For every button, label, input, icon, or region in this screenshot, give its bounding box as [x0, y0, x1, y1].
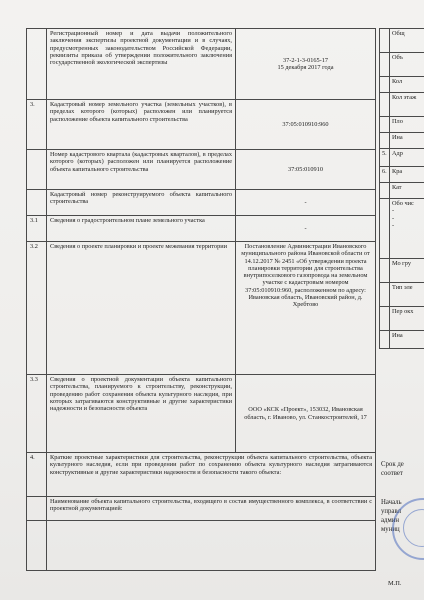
permit-table: [26, 28, 376, 571]
table-row: [27, 497, 376, 521]
row-number: 4.: [27, 453, 47, 497]
table-row: [27, 100, 376, 150]
row-label: Сведения о проектной документации объекта капитального строительства, планируемого к строительству, реконструкции, проведению работ сохранения объекта культурного наследия, при которых затрагиваются конструктивные и другие характеристики надежности и безопасности объекта: [47, 375, 236, 453]
row-label: Регистрационный номер и дата выдачи положительного заключения экспертизы проектной документации и в случаях, предусмотренных законодательством Российской Федерации, реквизиты приказа об утверждении положительного заключения государственной экологической экспертизы: [47, 29, 236, 100]
side-cell: Ина: [390, 331, 424, 349]
side-cell: Мо гру: [390, 259, 424, 283]
side-cell: Кат: [390, 183, 424, 199]
side-number: 5.: [380, 149, 390, 167]
side-number: 6.: [380, 167, 390, 183]
object-name-text: Наименование объекта капитального строительства, входящего в состав имущественного комплекса, в соответствии с проектной документацией:: [47, 497, 376, 521]
side-cell: Общ: [390, 29, 424, 53]
planning-project-value: Постановление Администрации Ивановского муниципального района Ивановской области от 14.12.2017 № 2451 «Об утверждении проекта планировки территории для строительства внутрипоселкового газопровода на земельном участке с кадастровым номером 37:05:010910:960, расположенном по адресу: Ивановская область, Ивановский район, д. Хребтово: [236, 242, 376, 375]
signatory-text-fragment: Началь управл админ муниц: [381, 499, 402, 533]
project-documentation-value: ООО «КСК «Проект», 153032, Ивановская область, г. Иваново, ул. Станкостроителей, 17: [236, 375, 376, 453]
row-number: 3.: [27, 100, 47, 150]
row-number: [27, 521, 47, 571]
table-row: [27, 190, 376, 216]
reconstructed-object-value: -: [236, 190, 376, 216]
side-cell: Пер окх: [390, 307, 424, 331]
side-cell: Адр: [390, 149, 424, 167]
table-row: [27, 216, 376, 242]
registration-number-value: [236, 29, 376, 100]
side-row: [380, 167, 424, 183]
table-row: [27, 375, 376, 453]
row-number: [27, 190, 47, 216]
side-row: [380, 183, 424, 199]
next-page-table-edge: [379, 28, 424, 349]
side-row: [380, 53, 424, 77]
table-row: [27, 29, 376, 100]
side-row: [380, 307, 424, 331]
row-label: Сведения о проекте планировки и проекте межевания территории: [47, 242, 236, 375]
side-row: [380, 29, 424, 53]
row-label: Сведения о градостроительном плане земельного участка: [47, 216, 236, 242]
side-row: [380, 77, 424, 93]
deadline-text-fragment: Срок де соответ: [381, 461, 404, 477]
side-row: [380, 331, 424, 349]
side-row: [380, 259, 424, 283]
row-number: [27, 150, 47, 190]
side-row: [380, 283, 424, 307]
side-cell: Кра: [390, 167, 424, 183]
table-row: [27, 242, 376, 375]
cadastral-number-value: 37:05:010910:960: [236, 100, 376, 150]
project-characteristics-text: Краткие проектные характеристики для строительства, реконструкции объекта капитального строительства, объекта культурного наследия, если при проведении работ по сохранению объекта культурного наследия затрагиваются конструктивные и другие характеристики надежности и безопасности такого объекта:: [47, 453, 376, 497]
side-cell: Пло: [390, 117, 424, 133]
side-cell: Кол этаж: [390, 93, 424, 117]
side-row: [380, 149, 424, 167]
seal-place-label: М.П.: [388, 580, 402, 587]
side-cell: Объ: [390, 53, 424, 77]
table-row: [27, 453, 376, 497]
row-label: Номер кадастрового квартала (кадастровых кварталов), в пределах которого (которых) расположен или планируется расположение объекта капитального строительства: [47, 150, 236, 190]
object-name-value: [47, 521, 376, 571]
side-row: [380, 133, 424, 149]
table-row: [27, 150, 376, 190]
row-number: 3.2: [27, 242, 47, 375]
side-row: [380, 117, 424, 133]
row-number: 3.3: [27, 375, 47, 453]
side-cell: Тип эле: [390, 283, 424, 307]
registration-number-line: 37-2-1-3-0165-17 15 декабря 2017 года: [277, 56, 334, 71]
row-number: 3.1: [27, 216, 47, 242]
row-label: Кадастровый номер земельного участка (земельных участков), в пределах которого (которых) расположен или планируется расположение объекта капитального строительства: [47, 100, 236, 150]
table-row: [27, 521, 376, 571]
row-number: [27, 497, 47, 521]
side-row: [380, 199, 424, 259]
cadastral-quarter-value: 37:05:010910: [236, 150, 376, 190]
side-cell: Обо чис - - -: [390, 199, 424, 259]
urban-plan-value: -: [236, 216, 376, 242]
side-row: [380, 93, 424, 117]
side-cell: Кол: [390, 77, 424, 93]
side-cell: Ина: [390, 133, 424, 149]
row-number: [27, 29, 47, 100]
row-label: Кадастровый номер реконструируемого объекта капитального строительства: [47, 190, 236, 216]
